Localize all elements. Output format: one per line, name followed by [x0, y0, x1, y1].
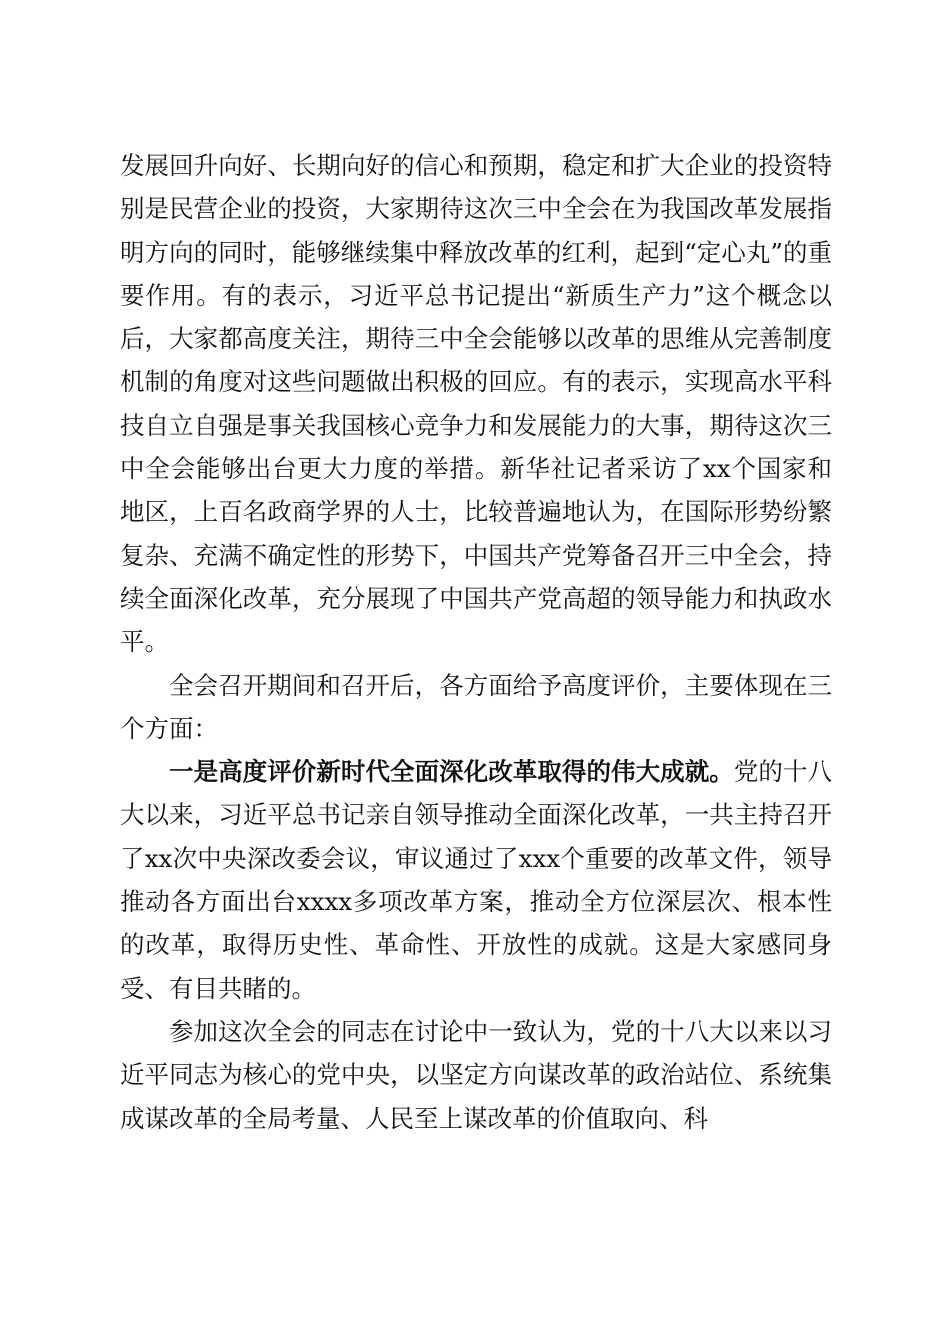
paragraph-lead-sentence: 一是高度评价新时代全面深化改革取得的伟大成就。: [169, 757, 734, 787]
paragraph-continued: 发展回升向好、长期向好的信心和预期，稳定和扩大企业的投资特别是民营企业的投资，大家期待这次三中全会在为我国改革发展指明方向的同时，能够继续集中释放改革的红利，起到“定心丸”的重要作用。有的表示，习近平总书记提出“新质生产力”这个概念以后，大家都高度关注，期待三中全会能够以改革的思维从完善制度机制的角度对这些问题做出积极的回应。有的表示，实现高水平科技自立自强是事关我国核心竞争力和发展能力的大事，期待这次三中全会能够出台更大力度的举措。新华社记者采访了xx个国家和地区，上百名政商学界的人士，比较普遍地认为，在国际形势纷繁复杂、充满不确定性的形势下，中国共产党筹备召开三中全会，持续全面深化改革，充分展现了中国共产党高超的领导能力和执政水平。: [120, 151, 832, 657]
paragraph-body-text: 党的十八大以来，习近平总书记亲自领导推动全面深化改革，一共主持召开了xx次中央深改委会议，审议通过了xxx个重要的改革文件，领导推动各方面出台xxxx多项改革方案，推动全方位深层次、根本性的改革，取得历史性、革命性、开放性的成就。这是大家感同身受、有目共睹的。: [120, 757, 833, 1003]
paragraph-evaluation-intro: 全会召开期间和召开后，各方面给予高度评价，主要体现在三个方面：: [120, 670, 832, 743]
paragraph-consensus: 参加这次全会的同志在讨论中一致认为，党的十八大以来以习近平同志为核心的党中央，以坚定方向谋改革的政治站位、系统集成谋改革的全局考量、人民至上谋改革的价值取向、科: [120, 1016, 832, 1133]
document-body: [120, 144, 832, 1140]
paragraph-achievements: [120, 750, 832, 1010]
